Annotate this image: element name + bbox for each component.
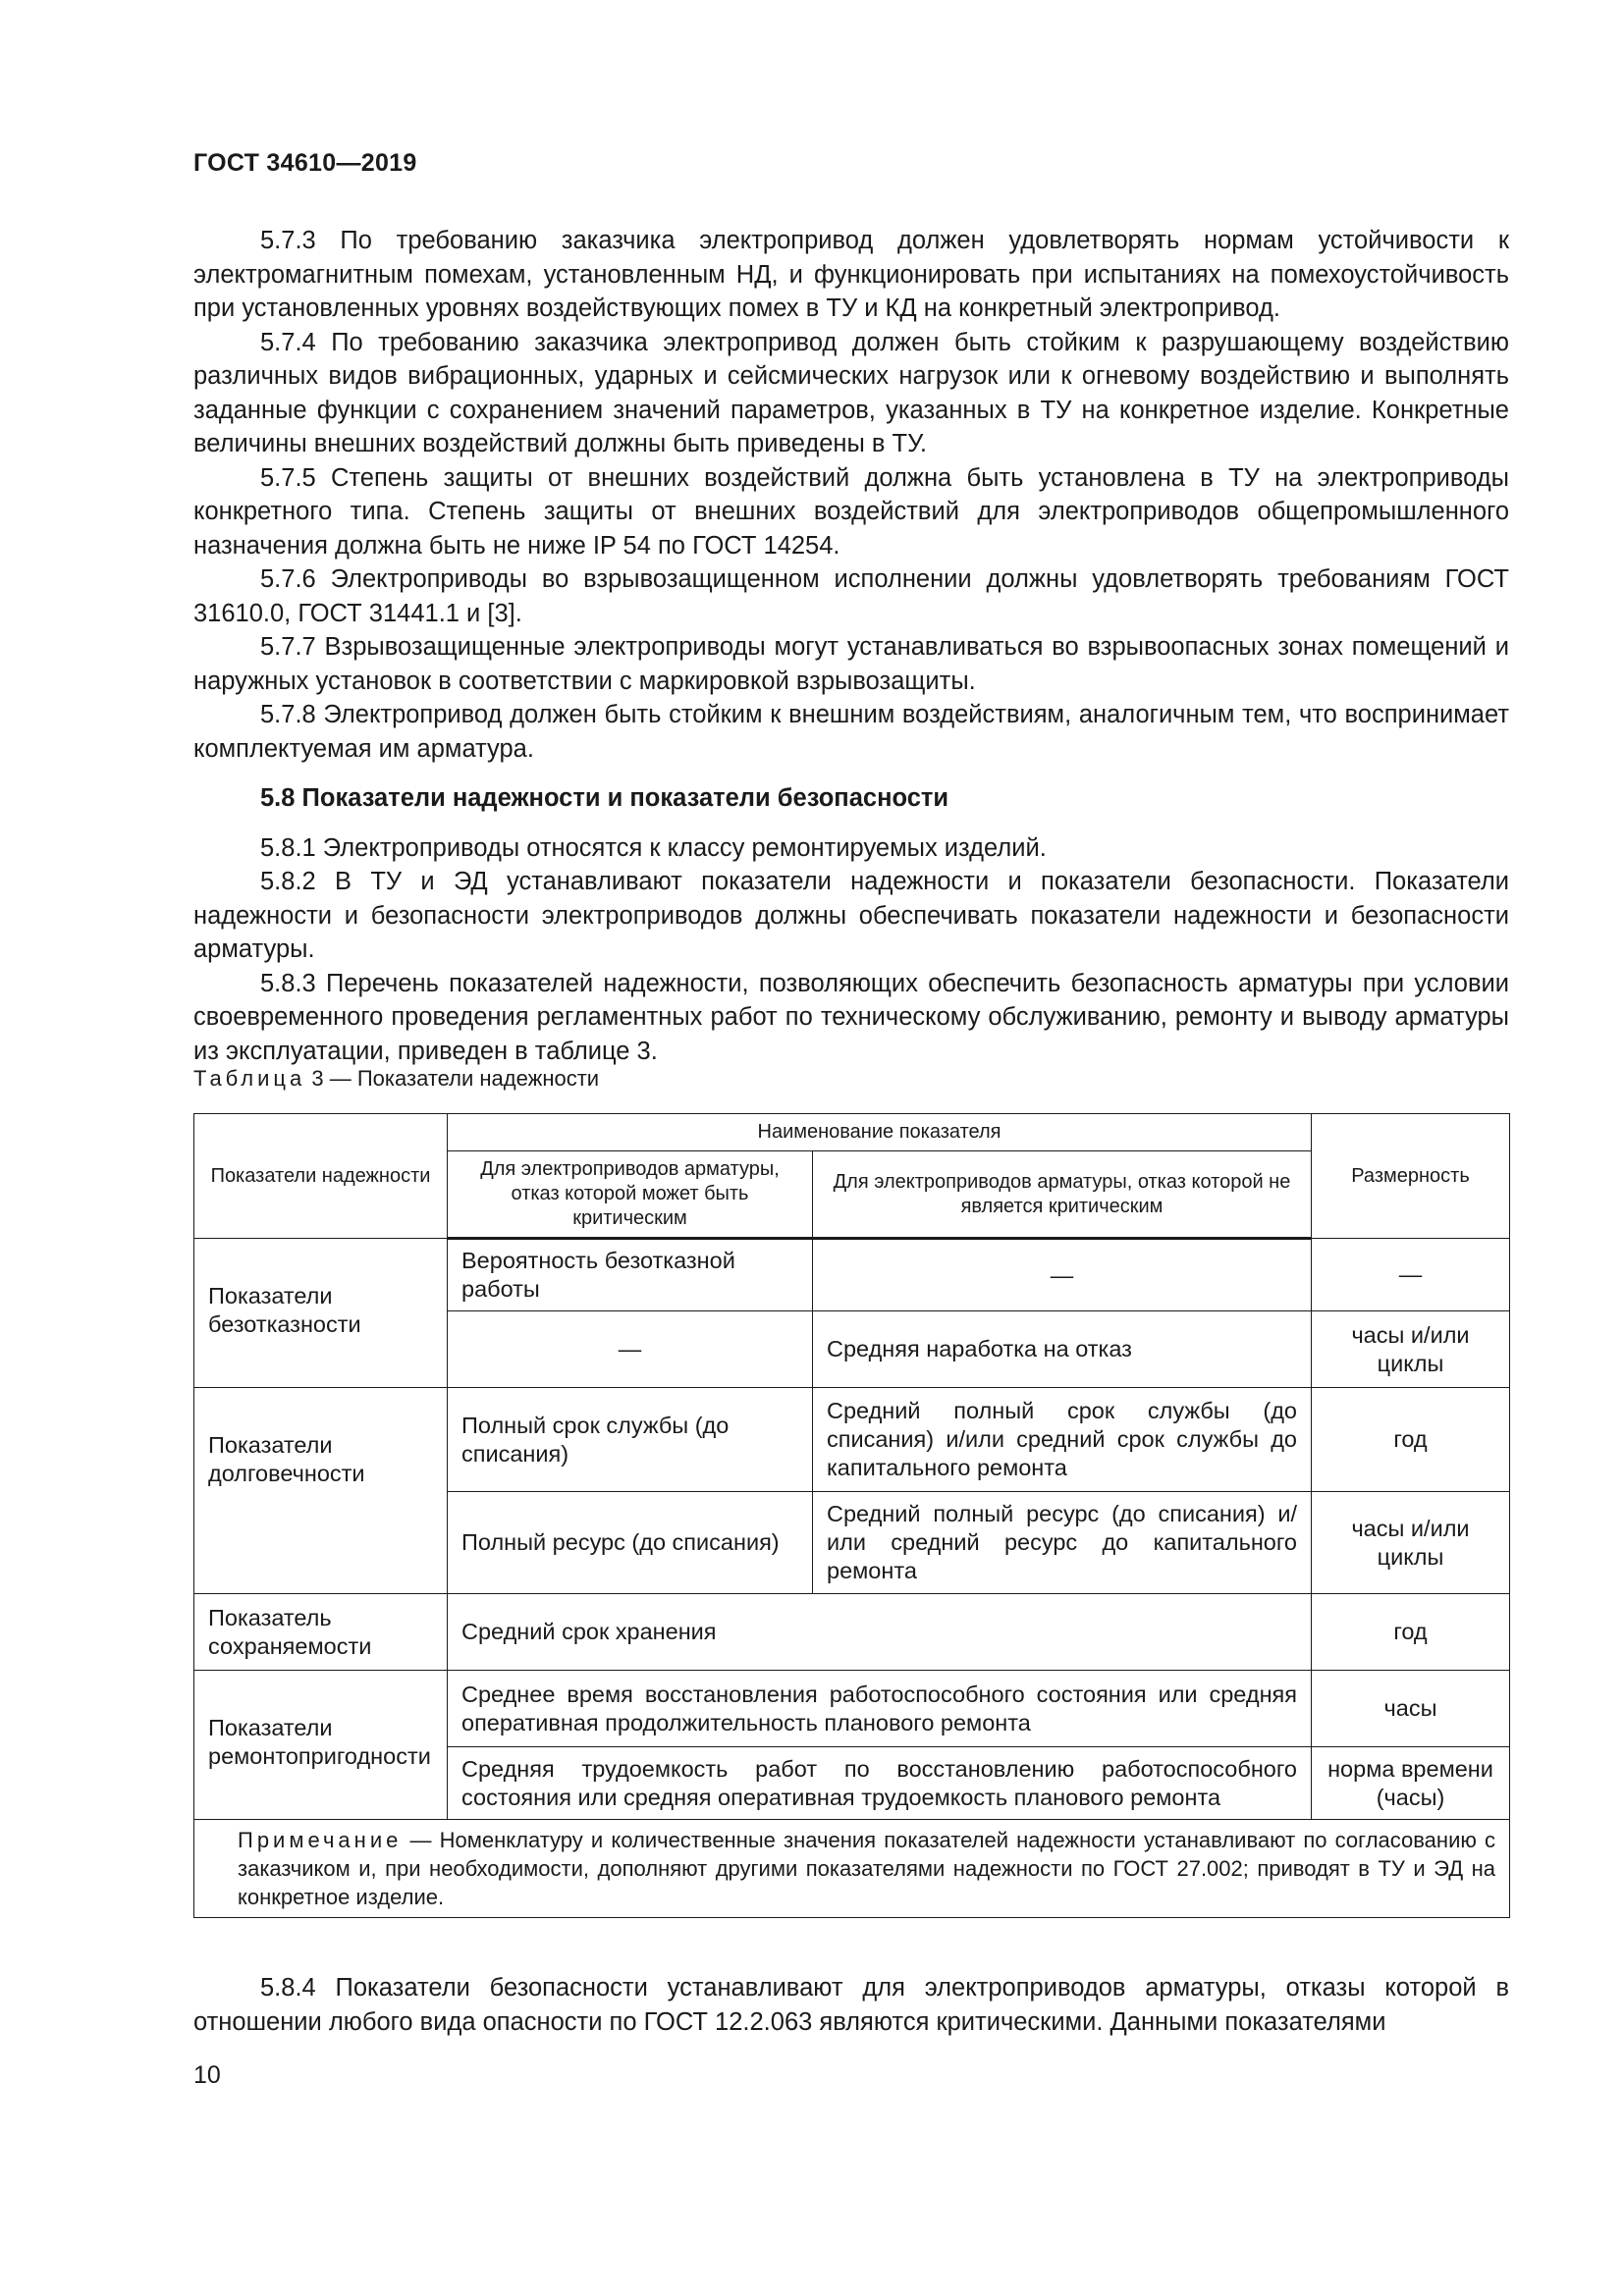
table-caption-title: 3 — Показатели надежности	[311, 1066, 600, 1091]
table-note-label: Примечание	[238, 1828, 403, 1852]
cell-r4-critical: Полный ресурс (до списания)	[448, 1492, 813, 1594]
paragraph-5-8-4: 5.8.4 Показатели безопасности устанавливают для электроприводов арматуры, отказы которой в отношении любого вида опасности по ГОСТ 12.2.063 являются критическими. Данными показателями	[193, 1974, 1509, 2036]
group-storability: Показатель сохраняемости	[194, 1594, 448, 1671]
table-note	[194, 1820, 1510, 1918]
paragraph-5-8-3: 5.8.3 Перечень показателей надежности, позволяющих обеспечить безопасность арматуры при условии своевременного проведения регламентных работ по техническому обслуживанию, ремонту и выводу арматуры из эксплуатации, приведен в таблице 3.	[193, 969, 1509, 1065]
cell-r1-critical: Вероятность безотказной работы	[448, 1239, 813, 1311]
cell-r6-merged: Среднее время восстановления работоспособного состояния или средняя оперативная продолжительность планового ремонта	[448, 1671, 1312, 1747]
cell-r2-critical: —	[448, 1311, 813, 1388]
header-dimension: Размерность	[1312, 1114, 1510, 1239]
group-reliability: Показатели безотказности	[194, 1239, 448, 1388]
group-durability: Показатели долговечности	[194, 1388, 448, 1594]
cell-r2-unit: часы и/или циклы	[1312, 1311, 1510, 1388]
group-maintainability: Показатели ремонтопригодности	[194, 1671, 448, 1820]
body-section-top	[193, 224, 1509, 1068]
cell-r1-unit: —	[1312, 1239, 1510, 1311]
cell-r7-unit: норма времени (часы)	[1312, 1747, 1510, 1820]
table-caption-label: Таблица	[193, 1066, 306, 1091]
body-section-bottom	[193, 1971, 1509, 2039]
reliability-table	[193, 1113, 1510, 1918]
table-caption	[193, 1066, 599, 1092]
cell-r6-unit: часы	[1312, 1671, 1510, 1747]
cell-r7-merged: Средняя трудоемкость работ по восстановлению работоспособного состояния или средняя оперативная трудоемкость планового ремонта	[448, 1747, 1312, 1820]
paragraph-5-7-6: 5.7.6 Электроприводы во взрывозащищенном исполнении должны удовлетворять требованиям ГОСТ 31610.0, ГОСТ 31441.1 и [3].	[193, 565, 1509, 627]
page-number: 10	[193, 2061, 221, 2089]
paragraph-5-8-2: 5.8.2 В ТУ и ЭД устанавливают показатели надежности и показатели безопасности. Показатели надежности и безопасности электроприводов должны обеспечивать показатели надежности и безопасности арматуры.	[193, 868, 1509, 963]
cell-r4-unit: часы и/или циклы	[1312, 1492, 1510, 1594]
paragraph-5-7-3: 5.7.3 По требованию заказчика электропривод должен удовлетворять нормам устойчивости к электромагнитным помехам, установленным НД, и функционировать при испытаниях на помехоустойчивость при установленных уровнях воздействующих помех в ТУ и КД на конкретный электропривод.	[193, 227, 1509, 322]
cell-r2-noncritical: Средняя наработка на отказ	[813, 1311, 1312, 1388]
cell-r3-critical: Полный срок службы (до списания)	[448, 1388, 813, 1492]
cell-r5-unit: год	[1312, 1594, 1510, 1671]
document-header: ГОСТ 34610—2019	[193, 149, 417, 177]
paragraph-5-7-5: 5.7.5 Степень защиты от внешних воздействий должна быть установлена в ТУ на электроприводы конкретного типа. Степень защиты от внешних воздействий для электроприводов общепромышленного назначения должна быть не ниже IP 54 по ГОСТ 14254.	[193, 463, 1509, 560]
paragraph-5-7-8: 5.7.8 Электропривод должен быть стойким к внешним воздействиям, аналогичным тем, что воспринимает комплектуемая им арматура.	[193, 701, 1509, 763]
cell-r5-merged: Средний срок хранения	[448, 1594, 1312, 1671]
cell-r3-unit: год	[1312, 1388, 1510, 1492]
table-note-text: — Номенклатуру и количественные значения показателей надежности устанавливают по согласованию с заказчиком и, при необходимости, дополняют другими показателями надежности по ГОСТ 27.002; приводят в ТУ и ЭД на конкретное изделие.	[238, 1828, 1495, 1909]
paragraph-5-7-7: 5.7.7 Взрывозащищенные электроприводы могут устанавливаться во взрывоопасных зонах помещений и наружных установок в соответствии с маркировкой взрывозащиты.	[193, 633, 1509, 695]
header-indicator-name: Наименование показателя	[448, 1114, 1312, 1151]
header-critical: Для электроприводов арматуры, отказ которой может быть критическим	[448, 1151, 813, 1239]
cell-r4-noncritical: Средний полный ресурс (до списания) и/или средний ресурс до капитального ремонта	[813, 1492, 1312, 1594]
header-indicators: Показатели надежности	[194, 1114, 448, 1239]
paragraph-5-8-1: 5.8.1 Электроприводы относятся к классу ремонтируемых изделий.	[260, 833, 1047, 862]
section-heading-5-8: 5.8 Показатели надежности и показатели безопасности	[260, 784, 949, 812]
paragraph-5-7-4: 5.7.4 По требованию заказчика электропривод должен быть стойким к разрушающему воздействию различных видов вибрационных, ударных и сейсмических нагрузок или к огневому воздействию и выполнять заданные функции с сохранением значений параметров, указанных в ТУ на конкретное изделие. Конкретные величины внешних воздействий должны быть приведены в ТУ.	[193, 328, 1509, 457]
cell-r3-noncritical: Средний полный срок службы (до списания) и/или средний срок службы до капитального ремонта	[813, 1388, 1312, 1492]
cell-r1-noncritical: —	[813, 1239, 1312, 1311]
header-non-critical: Для электроприводов арматуры, отказ которой не является критическим	[813, 1151, 1312, 1239]
